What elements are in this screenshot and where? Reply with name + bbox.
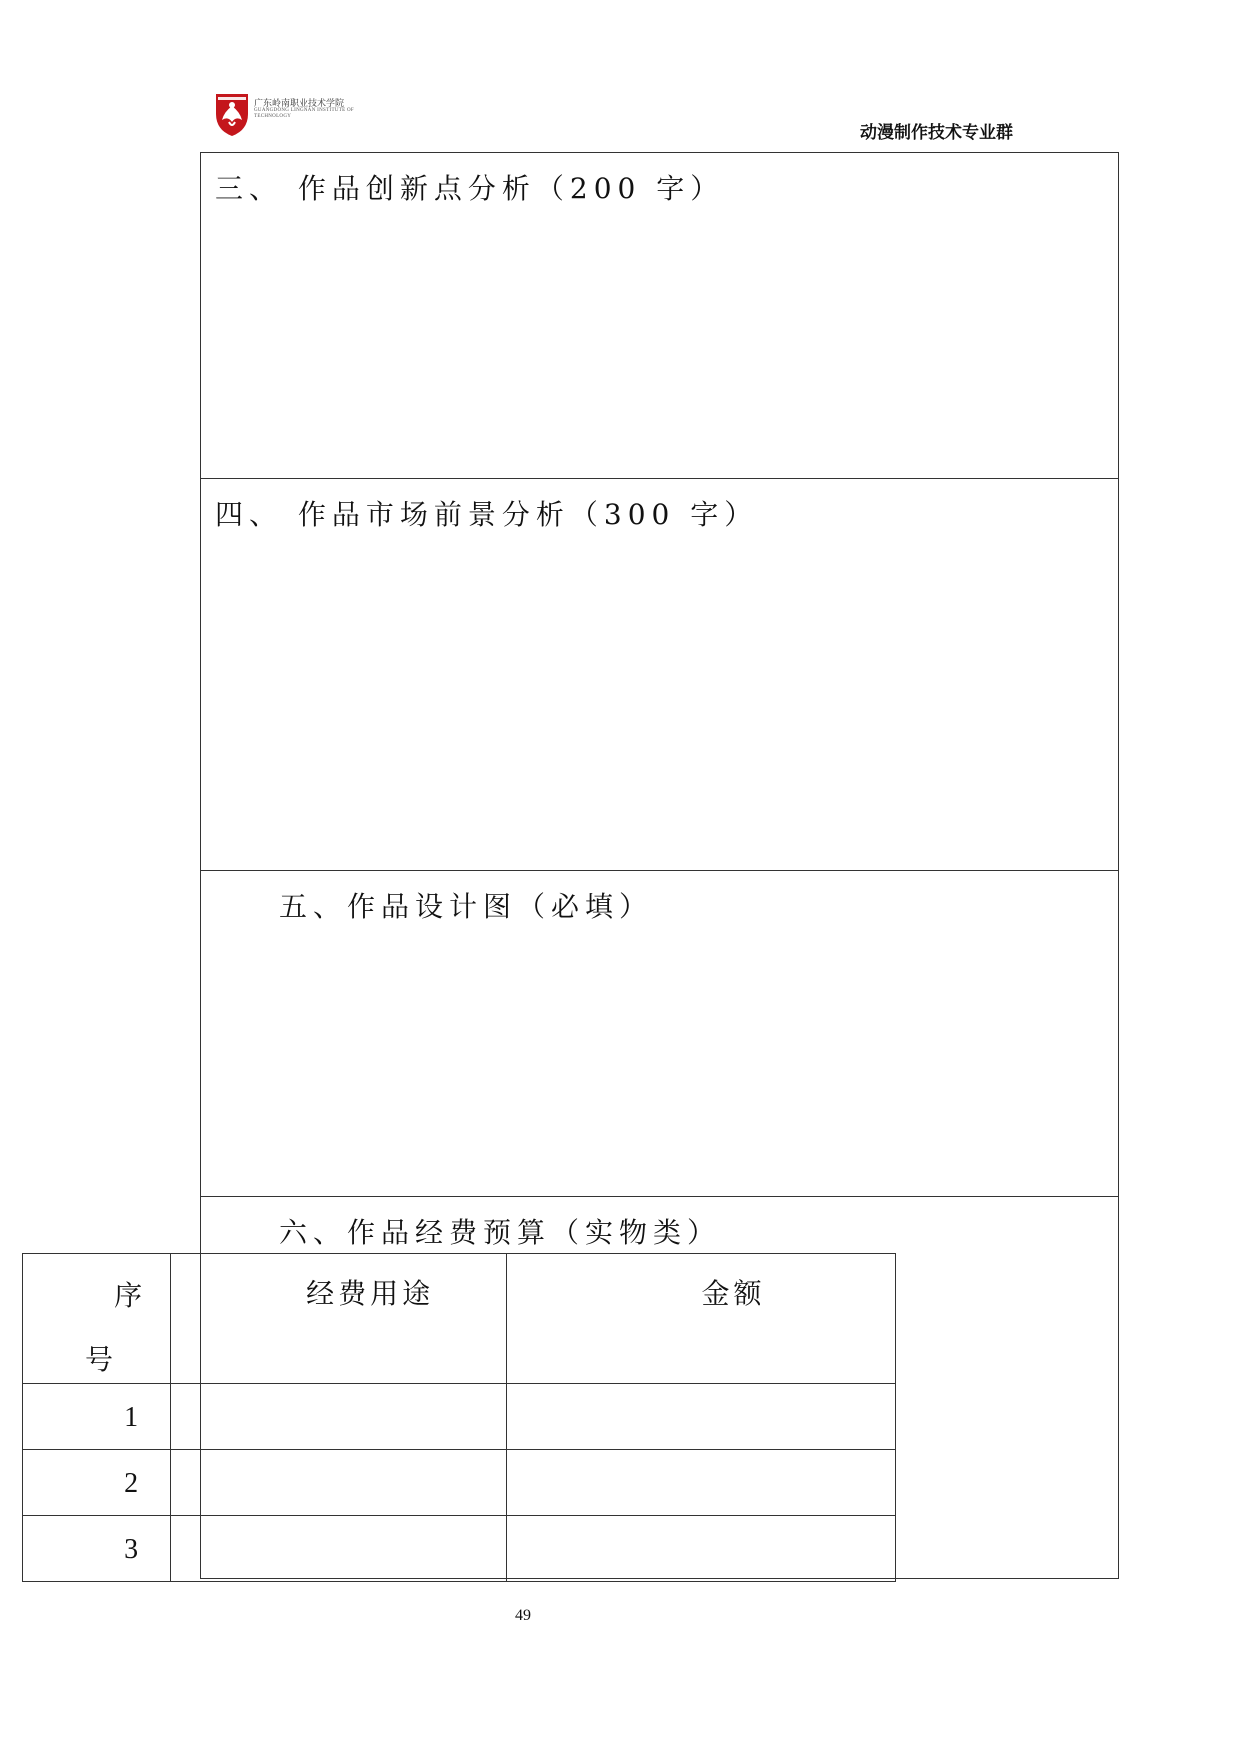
section-title-market: 四、 作品市场前景分析（300 字） [215, 498, 759, 531]
amount-cell[interactable] [506, 1450, 895, 1516]
table-row [23, 1384, 896, 1450]
amount-header-cell [506, 1254, 895, 1384]
seq-cell [23, 1384, 171, 1450]
amount-header-label: 金额 [701, 1277, 766, 1310]
seq-cell [23, 1450, 171, 1516]
use-cell[interactable] [171, 1516, 506, 1582]
use-header-cell [171, 1254, 506, 1384]
section-title-budget: 六、作品经费预算（实物类） [279, 1216, 722, 1249]
row-number: 3 [124, 1534, 139, 1565]
section-innovation[interactable] [201, 153, 1118, 479]
section-title-design: 五、作品设计图（必填） [279, 890, 654, 923]
budget-table-header-row [23, 1254, 896, 1384]
seq-header-bottom: 号 [85, 1343, 114, 1376]
section-title-innovation: 三、 作品创新点分析（200 字） [215, 172, 725, 205]
page-number: 49 [515, 1607, 531, 1624]
use-header-label: 经费用途 [306, 1277, 435, 1310]
use-cell[interactable] [171, 1384, 506, 1450]
shield-logo-icon [214, 92, 250, 138]
school-logo [214, 92, 354, 142]
table-row [23, 1450, 896, 1516]
section-market[interactable] [201, 479, 1118, 871]
use-cell[interactable] [171, 1450, 506, 1516]
section-design[interactable] [201, 871, 1118, 1197]
logo-text-chinese: 广东岭南职业技术学院 [254, 98, 345, 108]
table-row [23, 1516, 896, 1582]
row-number: 1 [124, 1402, 139, 1433]
amount-cell[interactable] [506, 1384, 895, 1450]
seq-cell [23, 1516, 171, 1582]
amount-cell[interactable] [506, 1516, 895, 1582]
logo-text-english: GUANGDONG LINGNAN INSTITUTE OF TECHNOLOGY [254, 108, 354, 119]
seq-header-top: 序 [114, 1279, 143, 1312]
row-number: 2 [124, 1468, 139, 1499]
budget-table [22, 1253, 896, 1582]
seq-header-cell [23, 1254, 171, 1384]
header-title: 动漫制作技术专业群 [860, 123, 1013, 143]
page-header [0, 0, 1240, 152]
